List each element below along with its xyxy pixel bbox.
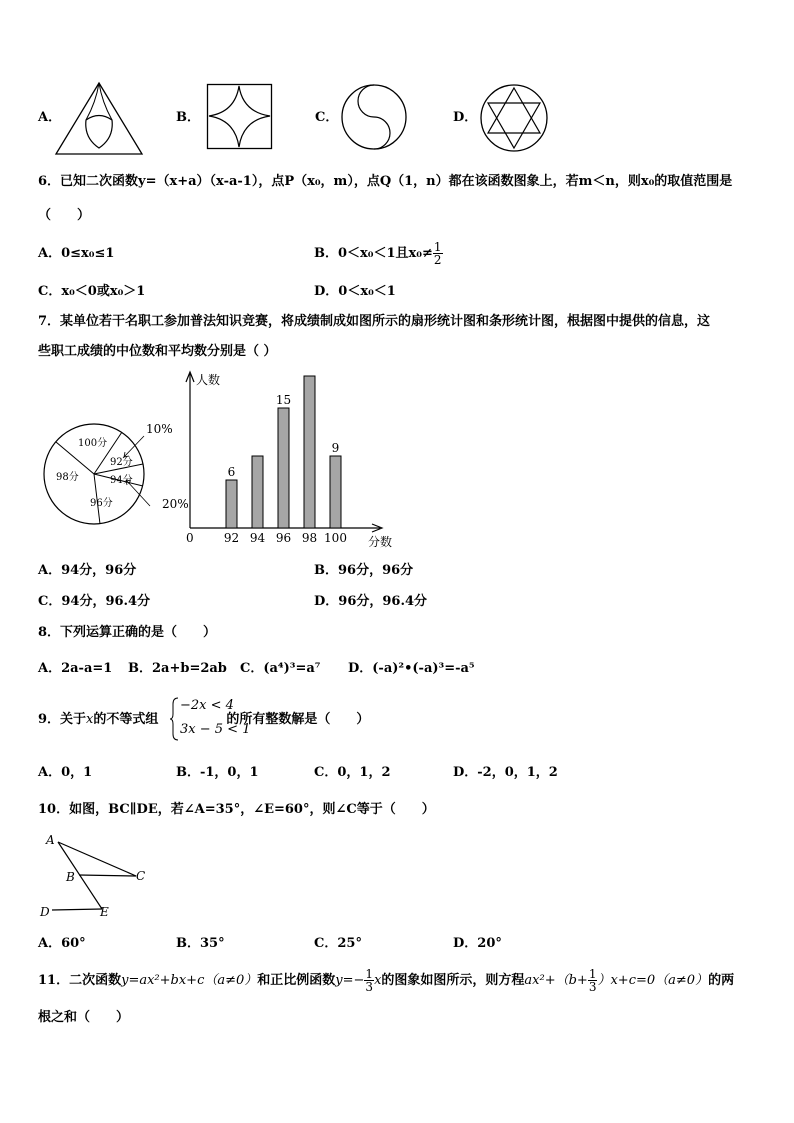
q8-option-a: A．2a-a=1 [38, 661, 113, 676]
q6-b-fraction-num: 1 [433, 240, 442, 254]
q7-stem-line2: 些职工成绩的中位数和平均数分别是（ ） [38, 344, 277, 359]
q6-option-b [314, 238, 443, 270]
data-label-100: 9 [331, 441, 340, 455]
q11-quadratic: y=ax²+bx+c（a≠0） [121, 973, 258, 988]
point-b-label: B [66, 870, 75, 884]
pie-label-96: 96分 [90, 498, 113, 509]
q5-option-c-label: C． [315, 110, 339, 125]
q6-stem: 6．已知二次函数y=（x+a）（x-a-1），点P（x₀，m），点Q（1，n）都在该函数图象上，若m＜n，则x₀的取值范围是 [38, 174, 733, 189]
q11-stem-line2: 根之和（ ） [38, 1010, 130, 1025]
q11-eq-pre: ax²+（b+ [524, 973, 588, 988]
bar-chart [180, 368, 410, 558]
q11-stem-line1 [38, 963, 734, 999]
x-axis-label: 分数 [368, 535, 393, 549]
q10-stem: 10．如图，BC∥DE，若∠A=35°，∠E=60°，则∠C等于（ ） [38, 802, 435, 817]
q10-option-c: C．25° [314, 936, 362, 951]
q7-option-a: A．94分，96分 [38, 563, 137, 578]
q6-b-fraction-den: 2 [433, 253, 442, 267]
q11-mid2: 的图象如图所示，则方程 [381, 973, 525, 988]
origin-label: 0 [186, 531, 194, 545]
q7-option-b: B．96分，96分 [314, 563, 414, 578]
bar-100 [330, 456, 341, 528]
q9-stem-mid: 的不等式组 [93, 712, 159, 727]
q8-option-d: D．(-a)²•(-a)³=-a⁵ [348, 661, 475, 676]
inequality-brace [170, 697, 180, 741]
triangle-reuleaux-figure [60, 82, 150, 152]
q10-option-d: D．20° [453, 936, 502, 951]
q11-linear-post: x [374, 973, 382, 988]
pie-label-100: 100分 [78, 438, 108, 449]
point-d-label: D [40, 905, 50, 919]
q6-option-b-text: B．0＜x₀＜1且x₀≠ [314, 246, 433, 261]
q6-paren: （ ） [38, 208, 91, 223]
bar-98 [304, 376, 315, 528]
q9-variable: x [86, 712, 94, 727]
square-star-figure [207, 84, 273, 150]
q11-eq-post: ）x+c=0（a≠0） [597, 973, 709, 988]
pie-annotation-10pct: 10% [146, 422, 173, 436]
q11-linear-num: 1 [365, 967, 374, 981]
y-axis-label: 人数 [196, 373, 221, 387]
geometry-figure-q10 [38, 832, 158, 922]
point-c-label: C [136, 869, 146, 883]
q11-eq-den: 3 [588, 980, 597, 994]
q11-mid: 和正比例函数 [257, 973, 336, 988]
q11-linear-den: 3 [365, 980, 374, 994]
q11-eq-num: 1 [588, 967, 597, 981]
pie-label-92: 92分 [110, 457, 133, 468]
x-tick-94: 94 [249, 531, 266, 545]
x-tick-96: 96 [275, 531, 292, 545]
q10-option-a: A．60° [38, 936, 86, 951]
q9-stem-post: 的所有整数解是（ ） [226, 712, 370, 727]
q5-option-b-label: B． [176, 110, 200, 125]
q9-inequality-1: −2x < 4 [180, 698, 234, 713]
bar-92 [226, 480, 237, 528]
x-tick-98: 98 [301, 531, 318, 545]
q6-option-c: C．x₀＜0或x₀＞1 [38, 284, 146, 299]
q9-option-c: C．0，1，2 [314, 765, 391, 780]
q9-option-d: D．-2，0，1，2 [453, 765, 558, 780]
q6-option-a: A．0≤x₀≤1 [38, 246, 115, 261]
q8-option-b: B．2a+b=2ab [128, 661, 227, 676]
q5-option-a-label: A． [38, 110, 62, 125]
q11-tail: 的两 [708, 973, 735, 988]
q9-option-b: B．-1，0，1 [176, 765, 259, 780]
data-label-92: 6 [227, 465, 236, 479]
q8-stem: 8．下列运算正确的是（ ） [38, 625, 217, 640]
point-a-label: A [46, 833, 55, 847]
pie-label-94: 94分 [110, 475, 133, 486]
q9-stem-pre: 9．关于 [38, 712, 87, 727]
bar-94 [252, 456, 263, 528]
x-tick-92: 92 [223, 531, 240, 545]
data-label-96: 15 [275, 393, 292, 407]
q5-option-d-label: D． [453, 110, 478, 125]
q7-stem-line1: 7．某单位若干名职工参加普法知识竞赛，将成绩制成如图所示的扇形统计图和条形统计图，根据图中提供的信息，这 [38, 314, 711, 329]
pie-label-98: 98分 [56, 472, 79, 483]
point-e-label: E [100, 905, 109, 919]
yin-yang-figure [341, 84, 409, 152]
x-tick-100: 100 [324, 531, 347, 545]
q11-pre: 11．二次函数 [38, 973, 122, 988]
pie-chart [40, 410, 200, 550]
q7-option-d: D．96分，96.4分 [314, 594, 428, 609]
q11-linear-pre: y=− [335, 973, 365, 988]
q8-option-c: C．(a⁴)³=a⁷ [240, 661, 321, 676]
star-of-david-figure [480, 84, 550, 154]
q9-option-a: A．0，1 [38, 765, 93, 780]
q9-inequality-2: 3x − 5 < 1 [180, 722, 251, 737]
pie-annotation-20pct: 20% [162, 497, 189, 511]
bar-96 [278, 408, 289, 528]
q10-option-b: B．35° [176, 936, 225, 951]
q6-option-d: D．0＜x₀＜1 [314, 284, 396, 299]
q7-option-c: C．94分，96.4分 [38, 594, 151, 609]
